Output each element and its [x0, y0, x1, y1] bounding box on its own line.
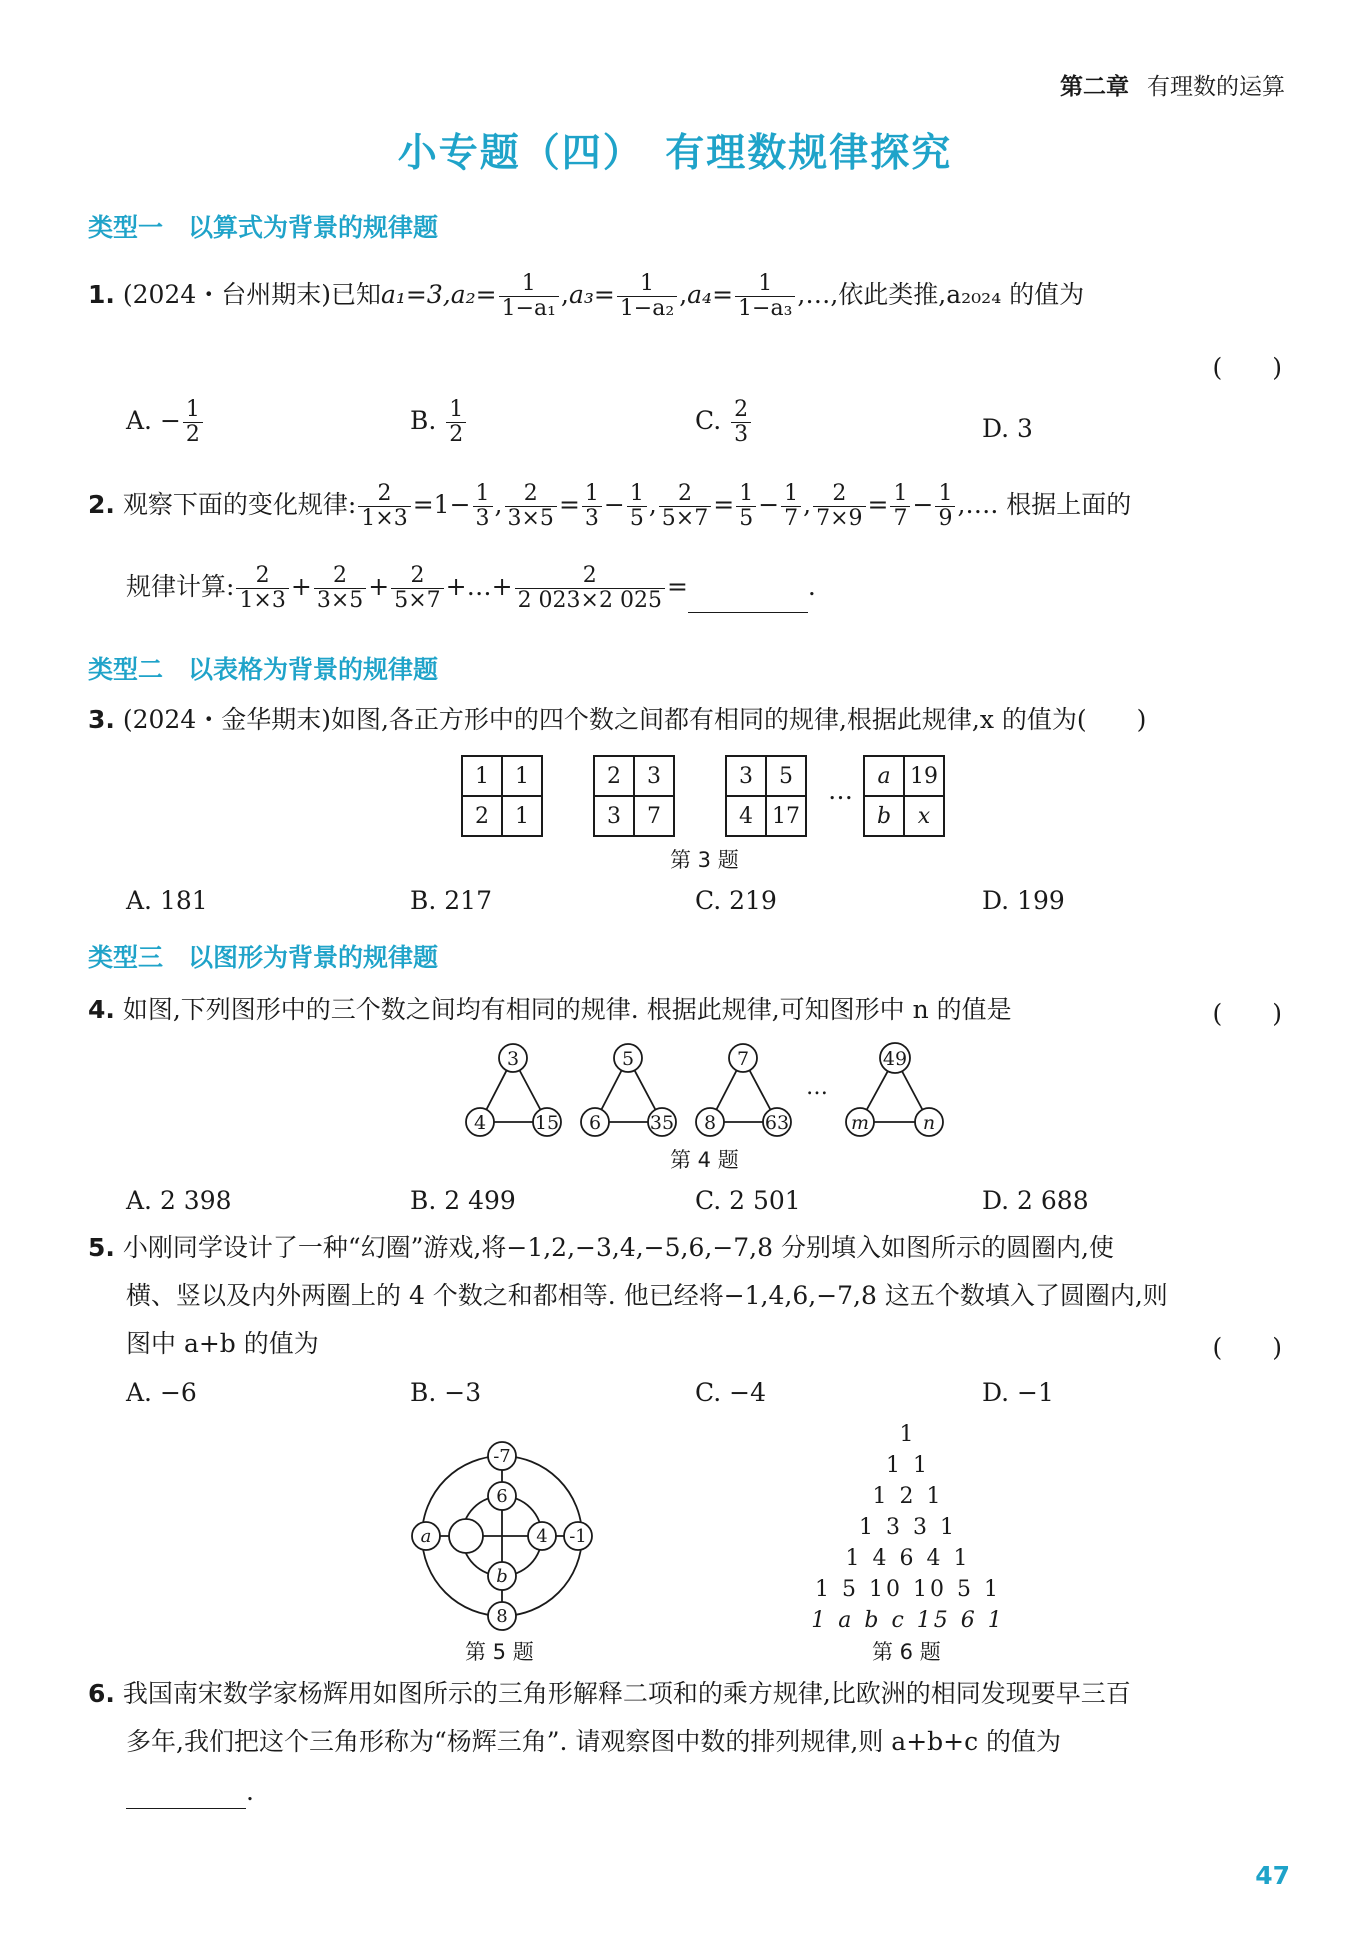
fraction: $\frac{2}{1\times 3}$: [358, 482, 410, 531]
q3-option-a: A. 181: [126, 886, 208, 915]
q3-grid-3: 3 5 4 17: [725, 755, 807, 837]
fraction: $\frac{1}{5}$: [736, 482, 756, 531]
q5-option-a: A. −6: [126, 1378, 197, 1407]
q4-t3-right: 63: [764, 1112, 790, 1134]
q4-text: 如图,下列图形中的三个数之间均有相同的规律. 根据此规律,可知图形中 n 的值是: [122, 995, 1012, 1024]
q3-grid-1: 1 1 2 1: [461, 755, 543, 837]
q3-text: (2024・金华期末)如图,各正方形中的四个数之间都有相同的规律,根据此规律,x 的值为( ): [122, 705, 1147, 734]
q5-option-d: D. −1: [982, 1378, 1054, 1407]
q1-a2: a₂=: [450, 280, 497, 310]
q6-caption: 第 6 题: [872, 1640, 941, 1664]
q1-prefix: (2024・台州期末)已知: [122, 280, 381, 310]
fraction: $\frac{2}{5\times 7}$: [659, 482, 711, 531]
eq-text: −: [603, 490, 625, 520]
fraction: $\frac{1}{3}$: [473, 482, 493, 531]
q4-ellipsis: …: [806, 1075, 828, 1100]
q6-answer-line: .: [126, 1776, 254, 1809]
q4-answer-paren: ( ): [1212, 999, 1282, 1028]
q5-label-top: -7: [493, 1446, 511, 1467]
page-title: 小专题（四） 有理数规律探究: [397, 131, 953, 176]
q1-option-d: D. 3: [982, 414, 1033, 443]
eq-text: =1−: [412, 490, 471, 520]
triangle-row-2: 1 1: [886, 1453, 930, 1478]
q6-yanghui-triangle: [778, 1422, 1038, 1639]
q5-label-b: b: [496, 1566, 508, 1587]
q1-frac-1: $\frac{1}{\text{1−a₁}}$: [499, 272, 559, 321]
fraction: $\frac{2}{2 023\times 2 025}$: [515, 564, 665, 613]
q2-number: 2.: [88, 490, 115, 520]
q5-label-bottom: 8: [496, 1606, 508, 1627]
eq-text: =: [713, 490, 735, 520]
q4-t4-left: m: [850, 1112, 870, 1134]
q2-equation-line-1: [356, 481, 1132, 532]
q4-t1-top: 3: [506, 1048, 520, 1070]
eq-text: ,: [494, 490, 503, 520]
q4-t2-top: 5: [621, 1048, 635, 1070]
eq-text: =: [558, 490, 580, 520]
chapter-number: 第二章: [1060, 74, 1129, 100]
q5-line-1: 小刚同学设计了一种“幻圈”游戏,将−1,2,−3,4,−5,6,−7,8 分别填入如图所示的圆圈内,使: [122, 1233, 1114, 1262]
section-1-heading: 类型一 以算式为背景的规律题: [88, 213, 439, 242]
triangle-row-6: 1 5 10 10 5 1: [815, 1577, 1001, 1602]
eq-text: +…+: [445, 572, 513, 602]
q3-caption: 第 3 题: [670, 848, 739, 872]
q1-option-c: C. $\frac{2}{3}$: [695, 398, 753, 447]
q5-answer-paren: ( ): [1212, 1333, 1282, 1362]
q1-option-b: B. $\frac{1}{2}$: [410, 398, 468, 447]
eq-text: −: [758, 490, 780, 520]
q1-tail: ,…,依此类推,a₂₀₂₄ 的值为: [797, 280, 1085, 310]
q4-t3-left: 8: [703, 1112, 717, 1134]
triangle-row-5: 1 4 6 4 1: [845, 1546, 971, 1571]
q5-line-3: 图中 a+b 的值为: [126, 1329, 319, 1358]
q2-prefix: 观察下面的变化规律:: [122, 490, 357, 520]
q2-prefix-2: 规律计算:: [126, 572, 235, 602]
eq-text: ,…. 根据上面的: [957, 490, 1132, 520]
question-4: [88, 994, 1012, 1027]
fraction: $\frac{1}{7}$: [890, 482, 910, 531]
q1-a1: a₁=3,: [381, 280, 451, 310]
q5-label-inner-right: 4: [536, 1526, 548, 1547]
section-2-heading: 类型二 以表格为背景的规律题: [88, 655, 439, 684]
q1-frac-3: $\frac{1}{\text{1−a₃}}$: [735, 272, 795, 321]
question-1: 1. (2024・台州期末)已知a₁=3,a₂= $\frac{1}{\text{1−a₁}}$ ,a₃= $\frac{1}{\text{1−a₂}}$ ,a₄= $\frac{1}{\text{1−a₃}}$ ,…,依此类推,a₂₀₂₄ 的值为: [88, 271, 1085, 322]
triangle-row-7: 1 a b c 15 6 1: [811, 1608, 1005, 1633]
q6-number: 6.: [88, 1679, 115, 1708]
q1-answer-paren: ( ): [1212, 353, 1282, 382]
q3-option-d: D. 199: [982, 886, 1065, 915]
q5-magic-circle-figure: [402, 1440, 602, 1640]
question-6: [88, 1678, 1131, 1711]
eq-text: +: [290, 572, 312, 602]
q3-number: 3.: [88, 705, 115, 734]
q2-answer-blank[interactable]: [688, 588, 808, 613]
q4-t2-left: 6: [588, 1112, 602, 1134]
chapter-title: 有理数的运算: [1147, 74, 1285, 100]
q4-t1-left: 4: [473, 1112, 487, 1134]
q5-label-right: -1: [569, 1526, 587, 1547]
eq-text: −: [912, 490, 934, 520]
q3-grid-4: a 19 b x: [863, 755, 945, 837]
q1-frac-2: $\frac{1}{\text{1−a₂}}$: [617, 272, 677, 321]
eq-text: =: [867, 490, 889, 520]
q4-t4-top: 49: [882, 1048, 908, 1070]
fraction: $\frac{1}{3}$: [582, 482, 602, 531]
q5-label-a: a: [420, 1526, 432, 1547]
q4-t1-right: 15: [534, 1112, 560, 1134]
q4-t2-right: 35: [649, 1112, 675, 1134]
eq-text: ,: [803, 490, 812, 520]
question-2: [88, 482, 1131, 531]
q5-line-2: 横、竖以及内外两圈上的 4 个数之和都相等. 他已经将−1,4,6,−7,8 这五个数填入了圆圈内,则: [126, 1281, 1168, 1310]
q1-option-a: A. − $\frac{1}{2}$: [126, 398, 205, 447]
q4-option-a: A. 2 398: [126, 1186, 232, 1215]
question-5: [88, 1232, 1114, 1265]
fraction: $\frac{1}{5}$: [627, 482, 647, 531]
fraction: $\frac{2}{3\times 5}$: [505, 482, 557, 531]
triangle-row-1: 1: [899, 1422, 917, 1447]
q1-a4: a₄=: [687, 280, 734, 310]
q5-option-b: B. −3: [410, 1378, 482, 1407]
q6-line-1: 我国南宋数学家杨辉用如图所示的三角形解释二项和的乘方规律,比欧洲的相同发现要早三百: [122, 1679, 1131, 1708]
chapter-header: [1060, 68, 1285, 101]
triangle-row-4: 1 3 3 1: [859, 1515, 957, 1540]
q3-ellipsis: …: [828, 776, 853, 805]
q4-t4-right: n: [922, 1112, 936, 1134]
q4-option-c: C. 2 501: [695, 1186, 801, 1215]
question-3: [88, 704, 1146, 737]
q5-caption: 第 5 题: [465, 1640, 534, 1664]
q4-number: 4.: [88, 995, 115, 1024]
q3-option-b: B. 217: [410, 886, 492, 915]
q4-caption: 第 4 题: [670, 1148, 739, 1172]
q4-t3-top: 7: [736, 1048, 750, 1070]
fraction: $\frac{2}{1\times 3}$: [236, 564, 288, 613]
question-2-line-2: 规律计算: $\frac{2}{1\times 3}$ + $\frac{2}{3\times 5}$ + $\frac{2}{5\times 7}$ +…+ $\frac{2}{2 023\times 2 025}$ = .: [126, 563, 816, 614]
q1-number: 1.: [88, 280, 115, 310]
q4-option-b: B. 2 499: [410, 1186, 516, 1215]
eq-text: +: [368, 572, 390, 602]
fraction: $\frac{1}{7}$: [781, 482, 801, 531]
q4-option-d: D. 2 688: [982, 1186, 1089, 1215]
q6-line-2: 多年,我们把这个三角形称为“杨辉三角”. 请观察图中数的排列规律,则 a+b+c 的值为: [126, 1727, 1062, 1756]
q1-a3: a₃=: [568, 280, 615, 310]
q5-number: 5.: [88, 1233, 115, 1262]
page-number: 47: [1255, 1861, 1290, 1890]
triangle-row-3: 1 2 1: [872, 1484, 944, 1509]
fraction: $\frac{2}{5\times 7}$: [391, 564, 443, 613]
q4-triangles-figure: [455, 1038, 955, 1138]
eq-text: ,: [648, 490, 657, 520]
q5-option-c: C. −4: [695, 1378, 766, 1407]
fraction: $\frac{1}{9}$: [935, 482, 955, 531]
q3-option-c: C. 219: [695, 886, 777, 915]
fraction: $\frac{2}{7\times 9}$: [813, 482, 865, 531]
fraction: $\frac{2}{3\times 5}$: [314, 564, 366, 613]
eq-text: =: [666, 572, 688, 602]
section-3-heading: 类型三 以图形为背景的规律题: [88, 943, 439, 972]
q3-grid-2: 2 3 3 7: [593, 755, 675, 837]
q5-label-inner-top: 6: [496, 1486, 508, 1507]
q6-answer-blank[interactable]: [126, 1784, 246, 1809]
